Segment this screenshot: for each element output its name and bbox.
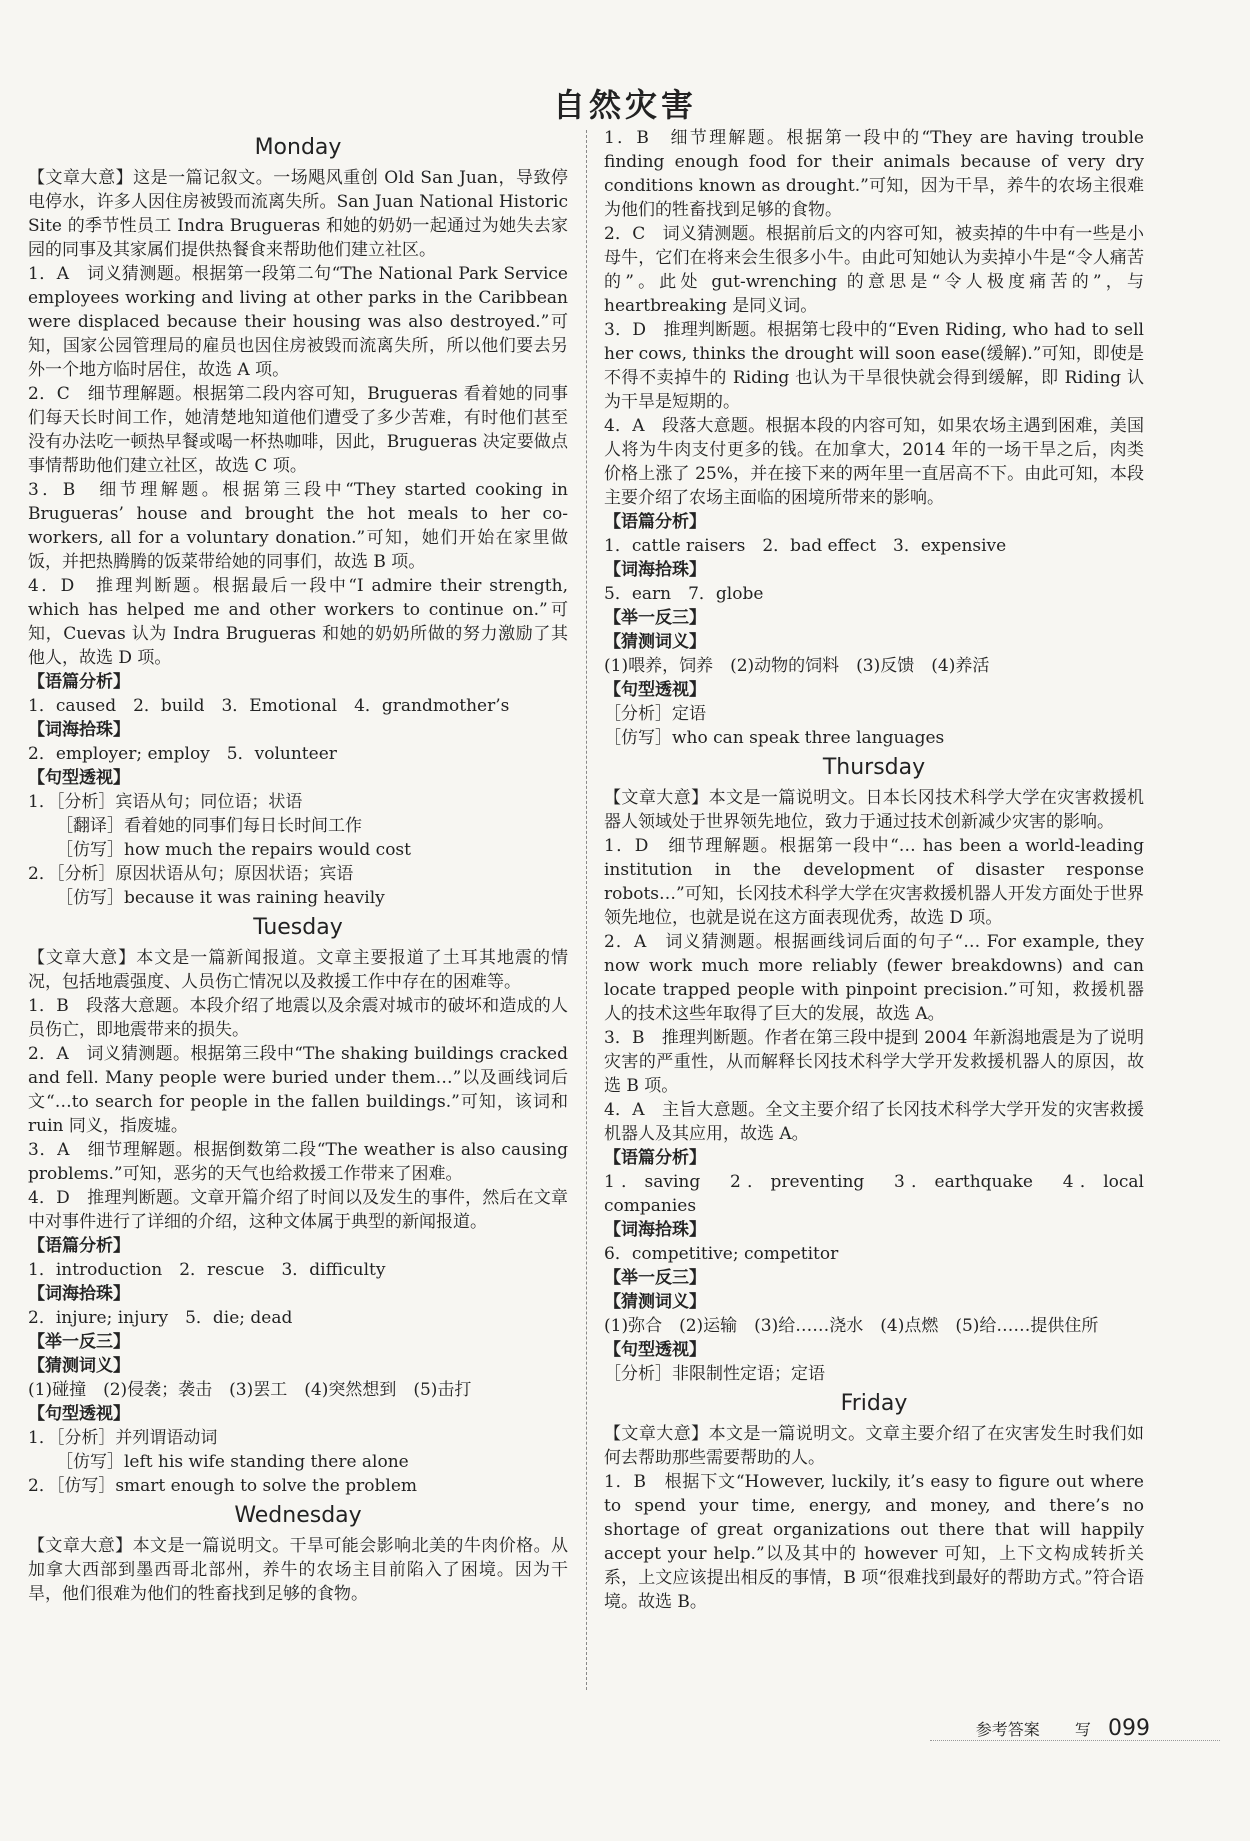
section-heading: 【词海拾珠】 [604, 560, 706, 580]
section-heading: 【语篇分析】 [604, 1148, 706, 1168]
answer-paragraph: 3．D 推理判断题。根据第七段中的“Even Riding, who had to sell her cows, thinks the drought will soon ease(缓解).”可知，即使是不得不卖掉牛的 Riding 也认为干旱很快就会得到缓解，即 Riding 认为干旱是短期的。 [604, 320, 1144, 412]
answer-paragraph: ［仿写］who can speak three languages [604, 728, 945, 748]
answer-paragraph: 1．caused 2．build 3．Emotional 4．grandmother’s [28, 696, 510, 716]
section-heading: 【句型透视】 [604, 1340, 706, 1360]
section-heading: 【猜测词义】 [604, 632, 706, 652]
answer-paragraph: 1．introduction 2．rescue 3．difficulty [28, 1260, 386, 1280]
column-divider [586, 130, 587, 1690]
section-heading: 【语篇分析】 [28, 1236, 130, 1256]
answer-paragraph: 【文章大意】这是一篇记叙文。一场飓风重创 Old San Juan，导致停电停水，许多人因住房被毁而流离失所。San Juan National Historic Site 的季节性员工 Indra Brugueras 和她的奶奶一起通过为她失去家园的同事及其家属们提供热餐食来帮助他们建立社区。 [28, 168, 568, 260]
answer-paragraph: 【文章大意】本文是一篇说明文。干旱可能会影响北美的牛肉价格。从加拿大西部到墨西哥北部州，养牛的农场主目前陷入了困境。因为干旱，他们很难为他们的牲畜找到足够的食物。 [28, 1536, 568, 1604]
answer-paragraph: 2．C 细节理解题。根据第二段内容可知，Brugueras 看着她的同事们每天长时间工作，她清楚地知道他们遭受了多少苦难，有时他们甚至没有办法吃一顿热早餐或喝一杯热咖啡，因此，Brugueras 决定要做点事情帮助他们建立社区，故选 C 项。 [28, 384, 568, 476]
answer-paragraph: ［分析］定语 [604, 704, 706, 724]
answer-paragraph: (1)碰撞 (2)侵袭；袭击 (3)罢工 (4)突然想到 (5)击打 [28, 1380, 472, 1400]
answer-paragraph: 2．［分析］原因状语从句；原因状语；宾语 [28, 864, 354, 884]
page-number: 099 [1108, 1716, 1150, 1741]
answer-paragraph: 4．A 段落大意题。根据本段的内容可知，如果农场主遇到困难，美国人将为牛肉支付更多的钱。在加拿大，2014 年的一场干旱之后，肉类价格上涨了 25%，并在接下来的两年里一直居高不下。由此可知，本段主要介绍了农场主面临的困境所带来的影响。 [604, 416, 1144, 508]
section-heading: 【词海拾珠】 [604, 1220, 706, 1240]
footer-section-mark: 写 [1074, 1720, 1091, 1739]
day-heading: Monday [254, 135, 342, 160]
answer-paragraph: ［仿写］because it was raining heavily [56, 888, 385, 908]
answer-paragraph: 1．［分析］并列谓语动词 [28, 1428, 218, 1448]
answer-paragraph: (1)喂养，饲养 (2)动物的饲料 (3)反馈 (4)养活 [604, 656, 990, 676]
footer-rule [930, 1740, 1220, 1741]
answer-paragraph: ［仿写］left his wife standing there alone [56, 1452, 409, 1472]
section-heading: 【猜测词义】 [604, 1292, 706, 1312]
answer-paragraph: 2．A 词义猜测题。根据第三段中“The shaking buildings cracked and fell. Many people were buried under them…”以及画线词后文“…to search for people in the fallen buildings.”可知，该词和 ruin 同义，指废墟。 [28, 1044, 568, 1136]
answer-paragraph: 2．A 词义猜测题。根据画线词后面的句子“… For example, they now work much more reliably (fewer breakdowns) and can locate trapped people with pinpoint precision.”可知，救援机器人的技术这些年取得了巨大的发展，故选 A。 [604, 932, 1144, 1024]
answer-paragraph: 【文章大意】本文是一篇说明文。日本长冈技术科学大学在灾害救援机器人领域处于世界领先地位，致力于通过技术创新减少灾害的影响。 [604, 788, 1144, 832]
answer-paragraph: 4．D 推理判断题。文章开篇介绍了时间以及发生的事件，然后在文章中对事件进行了详细的介绍，这种文体属于典型的新闻报道。 [28, 1188, 568, 1232]
left-column [28, 130, 568, 1690]
day-heading: Thursday [822, 755, 926, 780]
section-heading: 【举一反三】 [604, 1268, 706, 1288]
answer-paragraph: (1)弥合 (2)运输 (3)给……浇水 (4)点燃 (5)给……提供住所 [604, 1316, 1099, 1336]
right-column [604, 126, 1144, 1686]
answer-paragraph: 1．B 根据下文“However, luckily, it’s easy to figure out where to spend your time, energy, and money, and there’s no shortage of great organizations out there that will happily accept your help.”以及其中的 however 可知，上下文构成转折关系，上文应该提出相反的事情，B 项“很难找到最好的帮助方式。”符合语境。故选 B。 [604, 1472, 1144, 1612]
answer-paragraph: 2．［仿写］smart enough to solve the problem [28, 1476, 418, 1496]
answer-paragraph: 2．employer; employ 5．volunteer [28, 744, 337, 764]
section-heading: 【词海拾珠】 [28, 720, 130, 740]
answer-paragraph: 4．D 推理判断题。根据最后一段中“I admire their strength, which has helped me and other workers to continue on.”可知，Cuevas 认为 Indra Brugueras 和她的奶奶所做的努力激励了其他人，故选 D 项。 [28, 576, 568, 668]
answer-paragraph: 【文章大意】本文是一篇新闻报道。文章主要报道了土耳其地震的情况，包括地震强度、人员伤亡情况以及救援工作中存在的困难等。 [28, 948, 568, 992]
answer-paragraph: 1．B 段落大意题。本段介绍了地震以及余震对城市的破坏和造成的人员伤亡，即地震带来的损失。 [28, 996, 568, 1040]
day-heading: Wednesday [234, 1503, 362, 1528]
answer-paragraph: 3．B 细节理解题。根据第三段中“They started cooking in Brugueras’ house and brought the hot meals to her co-workers, all for a voluntary donation.”可知，她们开始在家里做饭，并把热腾腾的饭菜带给她的同事们，故选 B 项。 [28, 480, 568, 572]
answer-paragraph: 1．D 细节理解题。根据第一段中“… has been a world-leading institution in the development of disaster response robots…”可知，长冈技术科学大学在灾害救援机器人开发方面处于世界领先地位，也就是说在这方面表现优秀，故选 D 项。 [604, 836, 1144, 928]
answer-paragraph: 1．cattle raisers 2．bad effect 3．expensive [604, 536, 1007, 556]
section-heading: 【语篇分析】 [28, 672, 130, 692]
section-heading: 【句型透视】 [28, 768, 130, 788]
footer-label: 参考答案 [975, 1720, 1040, 1739]
answer-paragraph: 6．competitive; competitor [604, 1244, 839, 1264]
section-heading: 【猜测词义】 [28, 1356, 130, 1376]
answer-paragraph: 2．C 词义猜测题。根据前后文的内容可知，被卖掉的牛中有一些是小母牛，它们在将来会生很多小牛。由此可知她认为卖掉小牛是“令人痛苦的”。此处 gut-wrenching 的意思是“令人极度痛苦的”，与 heartbreaking 是同义词。 [604, 224, 1144, 316]
answer-paragraph: ［分析］非限制性定语；定语 [604, 1364, 825, 1384]
answer-paragraph: 1．A 词义猜测题。根据第一段第二句“The National Park Service employees working and living at other parks in the Caribbean were displaced because their housing was also destroyed.”可知，国家公园管理局的雇员也因住房被毁而流离失所，所以他们要去另外一个地方临时居住，故选 A 项。 [28, 264, 568, 380]
answer-paragraph: 2．injure; injury 5．die; dead [28, 1308, 293, 1328]
day-heading: Tuesday [253, 915, 343, 940]
answer-paragraph: ［仿写］how much the repairs would cost [56, 840, 411, 860]
section-heading: 【举一反三】 [604, 608, 706, 628]
section-heading: 【句型透视】 [28, 1404, 130, 1424]
page-footer [976, 1716, 1150, 1741]
page-title: 自然灾害 [552, 86, 697, 124]
section-heading: 【词海拾珠】 [28, 1284, 130, 1304]
section-heading: 【句型透视】 [604, 680, 706, 700]
answer-paragraph: 1．［分析］宾语从句；同位语；状语 [28, 792, 303, 812]
section-heading: 【语篇分析】 [604, 512, 706, 532]
section-heading: 【举一反三】 [28, 1332, 130, 1352]
answer-paragraph: ［翻译］看着她的同事们每日长时间工作 [56, 816, 362, 836]
answer-paragraph: 【文章大意】本文是一篇说明文。文章主要介绍了在灾害发生时我们如何去帮助那些需要帮助的人。 [604, 1424, 1144, 1468]
answer-paragraph: 4．A 主旨大意题。全文主要介绍了长冈技术科学大学开发的灾害救援机器人及其应用，故选 A。 [604, 1100, 1144, 1144]
answer-paragraph: 3．A 细节理解题。根据倒数第二段“The weather is also causing problems.”可知，恶劣的天气也给救援工作带来了困难。 [28, 1140, 568, 1184]
answer-paragraph: 1．saving 2．preventing 3．earthquake 4．local companies [604, 1172, 1144, 1216]
answer-paragraph: 1．B 细节理解题。根据第一段中的“They are having trouble finding enough food for their animals because of very dry conditions known as drought.”可知，因为干旱，养牛的农场主很难为他们的牲畜找到足够的食物。 [604, 128, 1144, 220]
answer-paragraph: 3．B 推理判断题。作者在第三段中提到 2004 年新潟地震是为了说明灾害的严重性，从而解释长冈技术科学大学开发救援机器人的原因，故选 B 项。 [604, 1028, 1144, 1096]
answer-paragraph: 5．earn 7．globe [604, 584, 764, 604]
day-heading: Friday [840, 1391, 908, 1416]
